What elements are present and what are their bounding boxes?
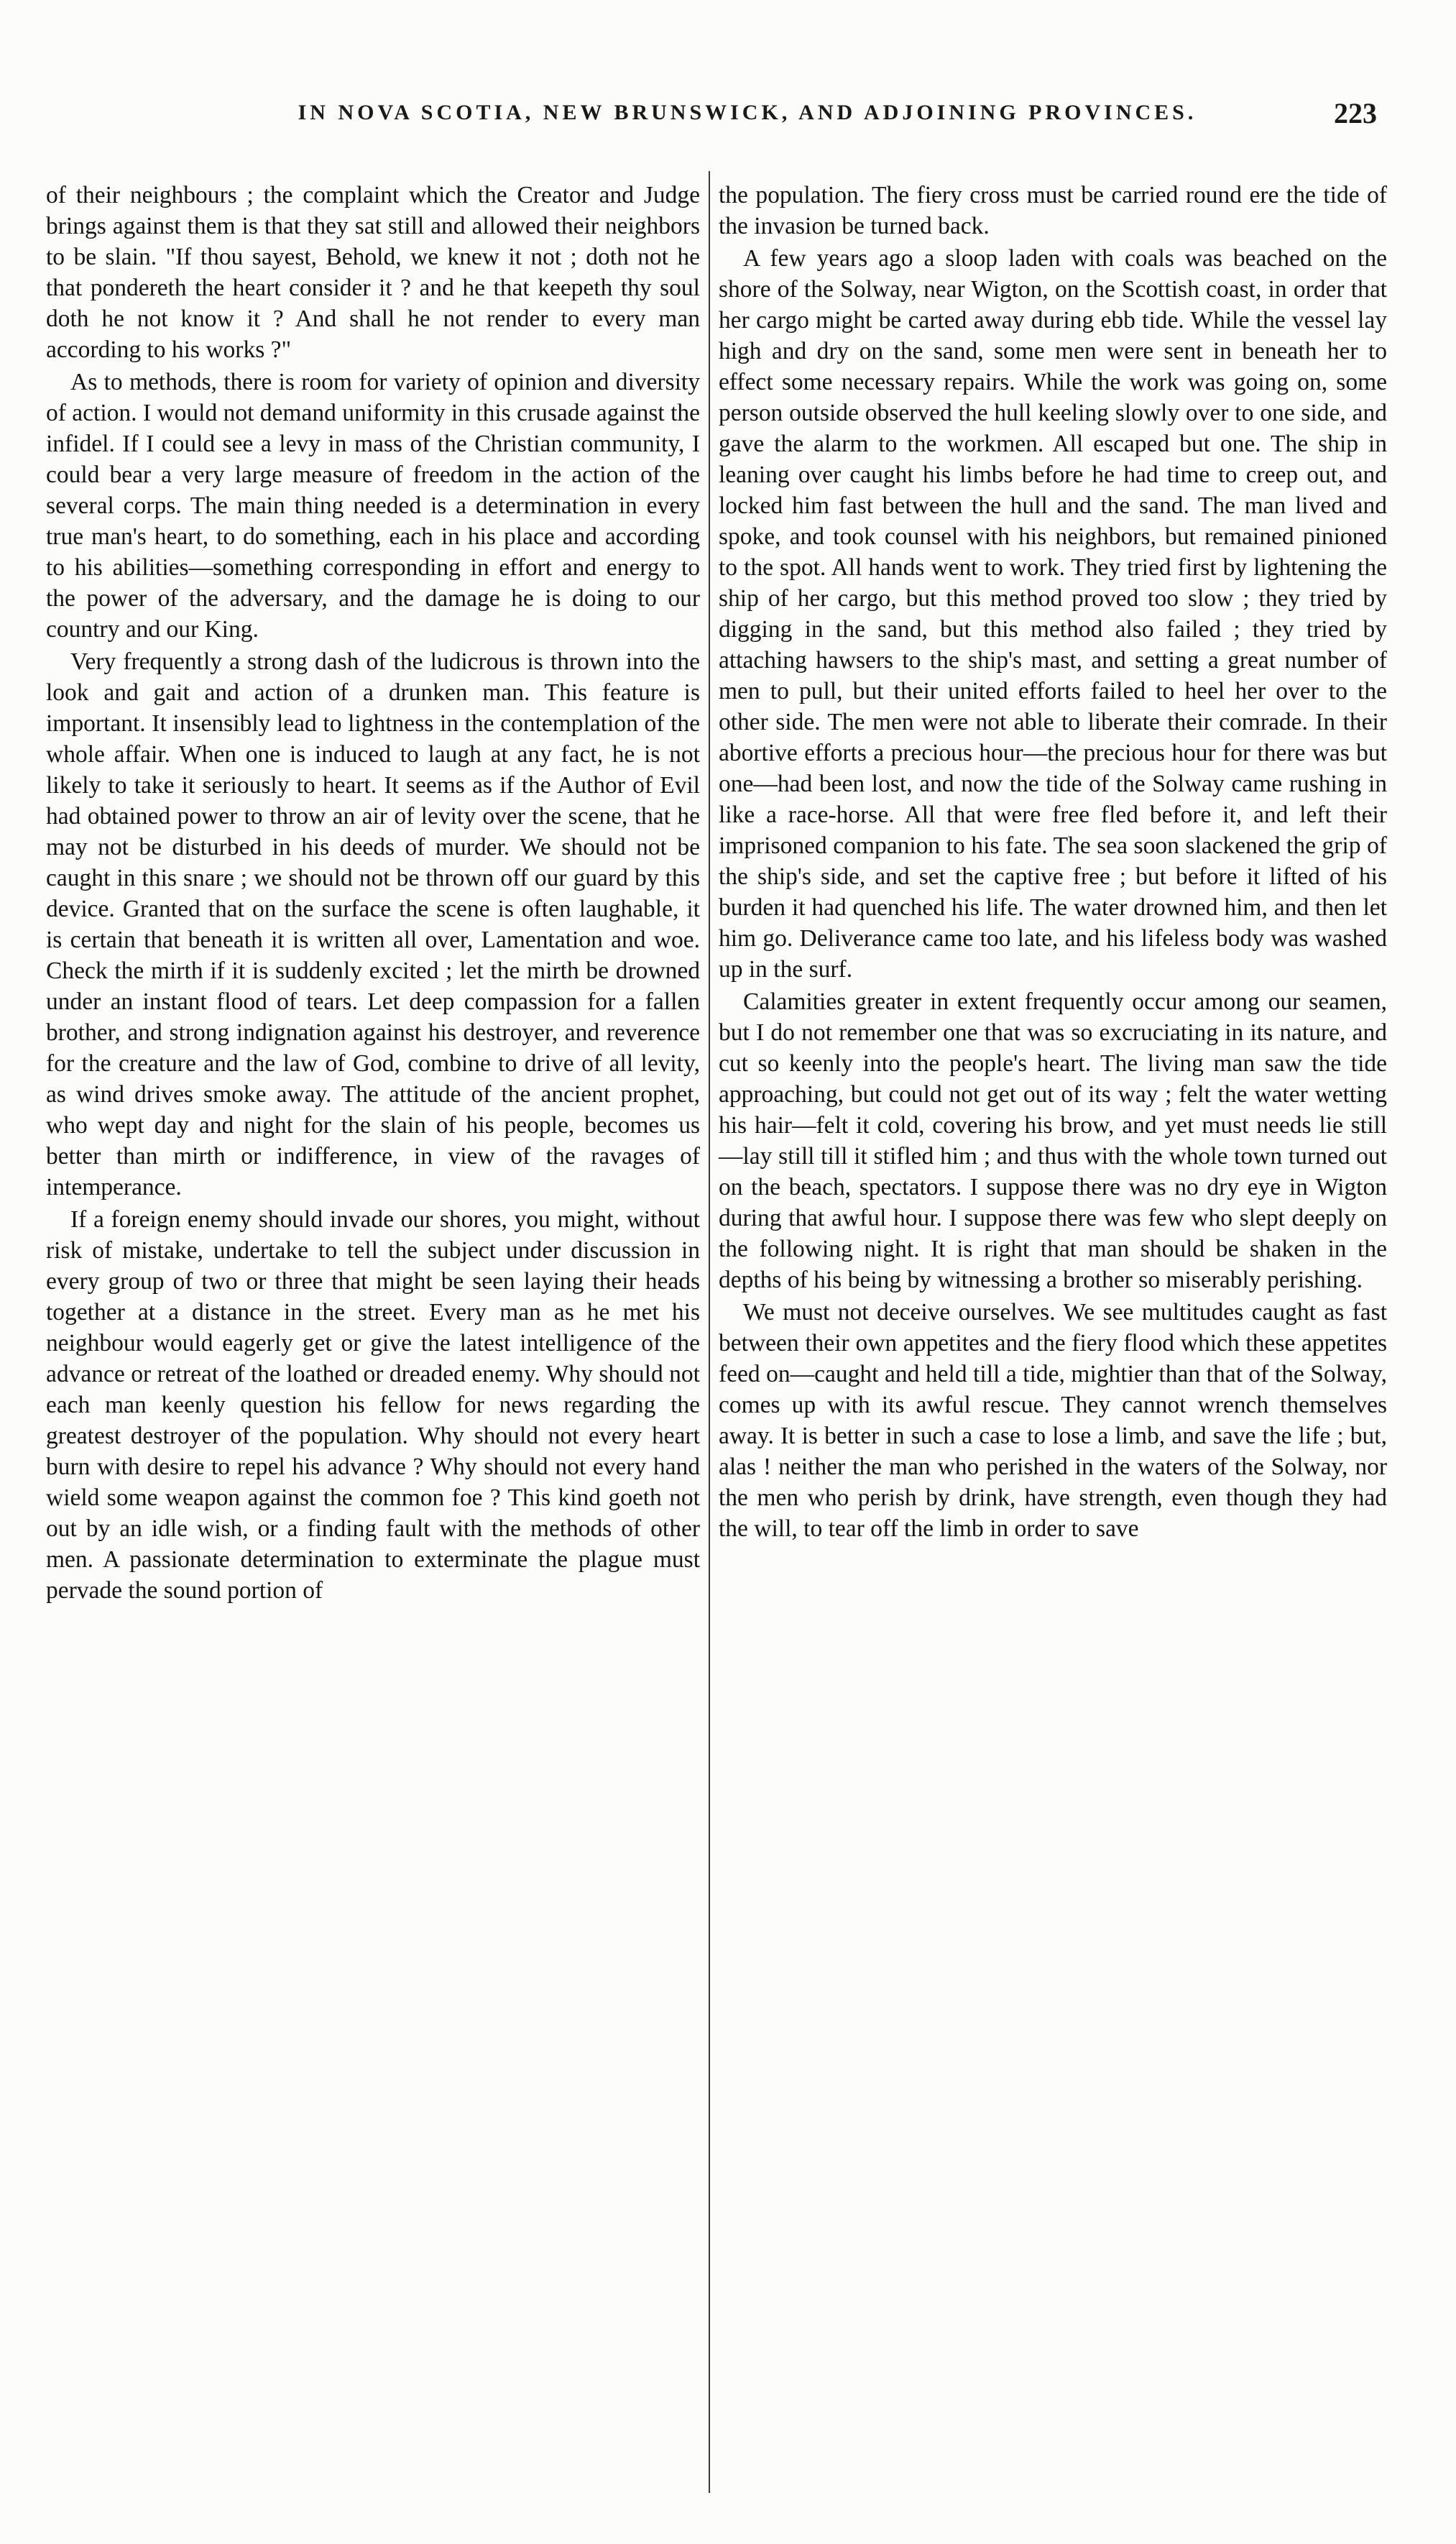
right-column [719,180,1387,1544]
running-head [0,97,1456,151]
running-title: IN NOVA SCOTIA, NEW BRUNSWICK, AND ADJOINING PROVINCES. [298,101,1197,124]
paragraph: We must not deceive ourselves. We see multitudes caught as fast between their own appetites and the fiery flood which these appetites feed on—caught and held till a tide, mightier than that of the Solway, comes up with its awful rescue. They cannot wrench themselves away. It is better in such a case to lose a limb, and save the life ; but, alas ! neither the man who perished in the waters of the Solway, nor the men who perish by drink, have strength, even though they had the will, to tear off the limb in order to save [719,1299,1387,1542]
paragraph: Very frequently a strong dash of the ludicrous is thrown into the look and gait and action of a drunken man. This feature is important. It insensibly lead to lightness in the contemplation of the whole affair. When one is induced to laugh at any fact, he is not likely to take it seriously to heart. It seems as if the Author of Evil had obtained power to throw an air of levity over the scene, that he may not be disturbed in his deeds of murder. We should not be caught in this snare ; we should not be thrown off our guard by this device. Granted that on the surface the scene is often laughable, it is certain that beneath it is written all over, Lamentation and woe. Check the mirth if it is suddenly excited ; let the mirth be drowned under an instant flood of tears. Let deep compassion for a fallen brother, and strong indignation against his destroyer, and reverence for the creature and the law of God, combine to drive of all levity, as wind drives smoke away. The attitude of the ancient prophet, who wept day and night for the slain of his people, becomes us better than mirth or indifference, in view of the ravages of intemperance. [46,648,700,1200]
left-column [46,180,700,1606]
paragraph: A few years ago a sloop laden with coals was beached on the shore of the Solway, near Wigton, on the Scottish coast, in order that her cargo might be carted away during ebb tide. While the vessel lay high and dry on the sand, some men were sent in beneath her to effect some necessary repairs. While the work was going on, some person outside observed the hull keeling slowly over to one side, and gave the alarm to the workmen. All escaped but one. The ship in leaning over caught his limbs before he had time to creep out, and locked him fast between the hull and the sand. The man lived and spoke, and took counsel with his neighbors, but remained pinioned to the spot. All hands went to work. They tried first by lightening the ship of her cargo, but this method proved too slow ; they tried by digging in the sand, but this method also failed ; they tried by attaching hawsers to the ship's mast, and setting a great number of men to pull, but their united efforts failed to heel her over to the other side. The men were not able to liberate their comrade. In their abortive efforts a precious hour—the precious hour for there was but one—had been lost, and now the tide of the Solway came rushing in like a race-horse. All that were free fled before it, and left their imprisoned companion to his fate. The sea soon slackened the grip of the ship's side, and set the captive free ; but before it lifted of his burden it had quenched his life. The water drowned him, and then let him go. Deliverance came too late, and his lifeless body was washed up in the surf. [719,245,1387,983]
paragraph: of their neighbours ; the complaint which the Creator and Judge brings against them is that they sat still and allowed their neighbors to be slain. "If thou sayest, Behold, we knew it not ; doth not he that pondereth the heart consider it ? and he that keepeth thy soul doth he not know it ? And shall he not render to every man according to his works ?" [46,182,700,363]
paragraph: As to methods, there is room for variety of opinion and diversity of action. I would not demand uniformity in this crusade against the infidel. If I could see a levy in mass of the Christian community, I could bear a very large measure of freedom in the action of the several corps. The main thing needed is a determination in every true man's heart, to do something, each in his place and according to his abilities—something corresponding in effort and energy to the power of the adversary, and the damage he is doing to our country and our King. [46,369,700,643]
paragraph: If a foreign enemy should invade our shores, you might, without risk of mistake, undertake to tell the subject under discussion in every group of two or three that might be seen laying their heads together at a distance in the street. Every man as he met his neighbour would eagerly get or give the latest intelligence of the advance or retreat of the loathed or dreaded enemy. Why should not each man keenly question his fellow for news regarding the greatest destroyer of the population. Why should not every heart burn with desire to repel his advance ? Why should not every hand wield some weapon against the common foe ? This kind goeth not out by an idle wish, or a finding fault with the methods of other men. A passionate determination to exterminate the plague must pervade the sound portion of [46,1206,700,1604]
paragraph: Calamities greater in extent frequently occur among our seamen, but I do not remember one that was so excruciating in its nature, and cut so keenly into the people's heart. The living man saw the tide approaching, but could not get out of its way ; felt the water wetting his hair—felt it cold, covering his brow, and yet must needs lie still—lay still till it stifled him ; and thus with the whole town turned out on the beach, spectators. I suppose there was no dry eye in Wigton during that awful hour. I suppose there was few who slept deeply on the following night. It is right that man should be shaken in the depths of his being by witnessing a brother so miserably perishing. [719,988,1387,1293]
paragraph: the population. The fiery cross must be carried round ere the tide of the invasion be turned back. [719,182,1387,239]
column-divider [709,171,710,2493]
page-number: 223 [1334,97,1377,129]
